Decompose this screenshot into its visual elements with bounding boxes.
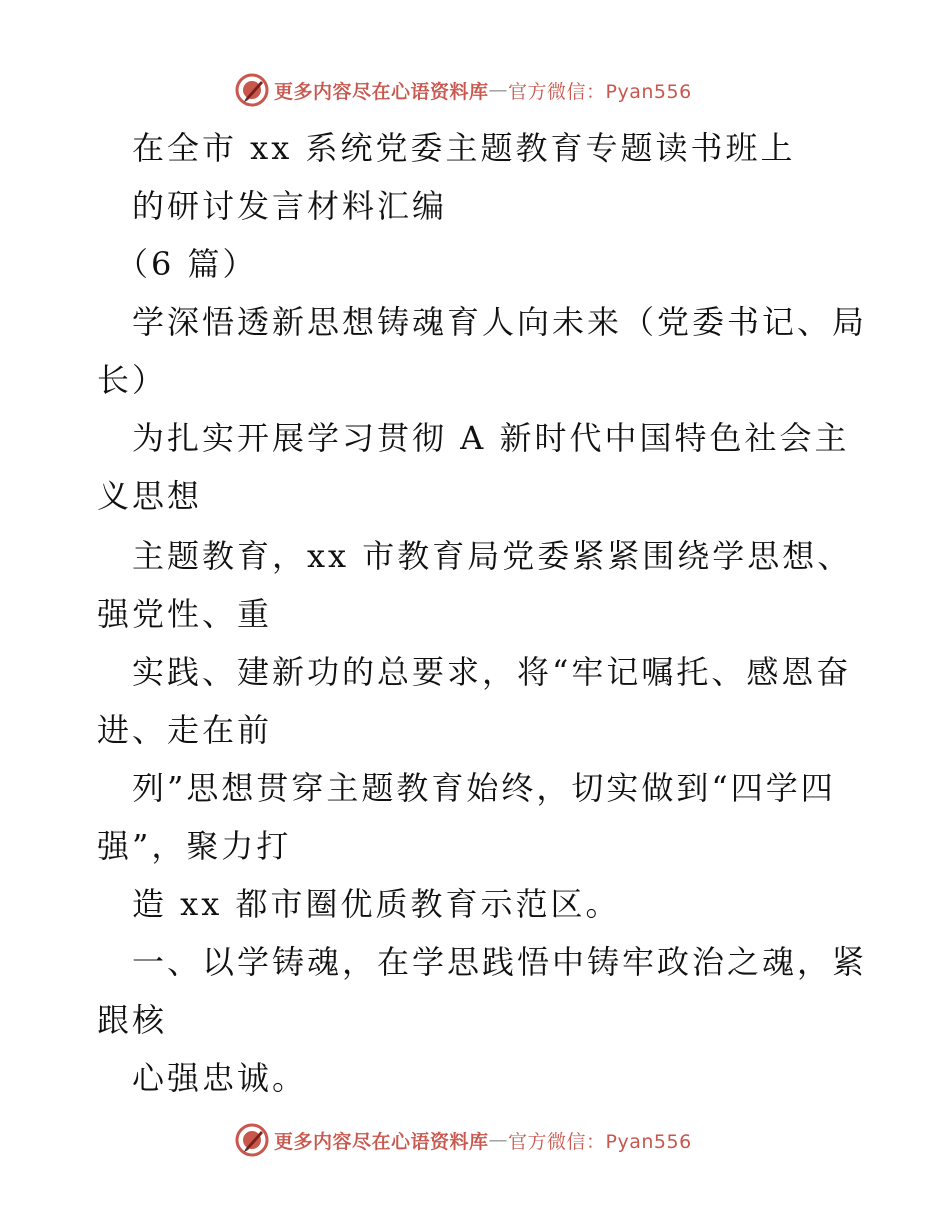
watermark-main-text: 更多内容尽在心语资料库 — [274, 80, 489, 103]
subsection-heading-line: 跟核 — [97, 1001, 168, 1039]
paragraph-line: 进、走在前 — [97, 711, 273, 749]
subsection-heading-line: 一、以学铸魂，在学思践悟中铸牢政治之魂，紧 — [97, 943, 868, 981]
doc-title-line-1: 在全市 xx 系统党委主题教育专题读书班上 — [97, 129, 796, 167]
paragraph-line: 义思想 — [97, 477, 203, 515]
paragraph-line: 主题教育，xx 市教育局党委紧紧围绕学思想、 — [97, 537, 853, 575]
paragraph-line: 强党性、重 — [97, 595, 273, 633]
watermark-wechat-text: 官方微信：Pyan556 — [508, 1130, 692, 1153]
paragraph-line: 强”，聚力打 — [97, 827, 292, 865]
watermark-dash: — — [488, 79, 509, 101]
watermark-footer — [234, 1122, 692, 1158]
pen-logo-icon — [234, 1122, 270, 1158]
pen-logo-icon — [234, 72, 270, 108]
subsection-heading-line: 心强忠诚。 — [97, 1059, 308, 1097]
section-heading-line-2: 长） — [97, 361, 168, 399]
paragraph-line: 为扎实开展学习贯彻 A 新时代中国特色社会主 — [97, 419, 850, 457]
doc-title-count: （6 篇） — [97, 245, 258, 283]
watermark-header — [234, 72, 692, 108]
paragraph-line: 列”思想贯穿主题教育始终，切实做到“四学四 — [97, 769, 836, 807]
paragraph-line: 造 xx 都市圈优质教育示范区。 — [97, 885, 621, 923]
watermark-wechat-text: 官方微信：Pyan556 — [508, 80, 692, 103]
watermark-main-text: 更多内容尽在心语资料库 — [274, 1130, 489, 1153]
watermark-dash: — — [488, 1129, 509, 1151]
doc-title-line-2: 的研讨发言材料汇编 — [97, 187, 448, 225]
section-heading-line-1: 学深悟透新思想铸魂育人向未来（党委书记、局 — [97, 303, 868, 341]
paragraph-line: 实践、建新功的总要求，将“牢记嘱托、感恩奋 — [97, 653, 852, 691]
